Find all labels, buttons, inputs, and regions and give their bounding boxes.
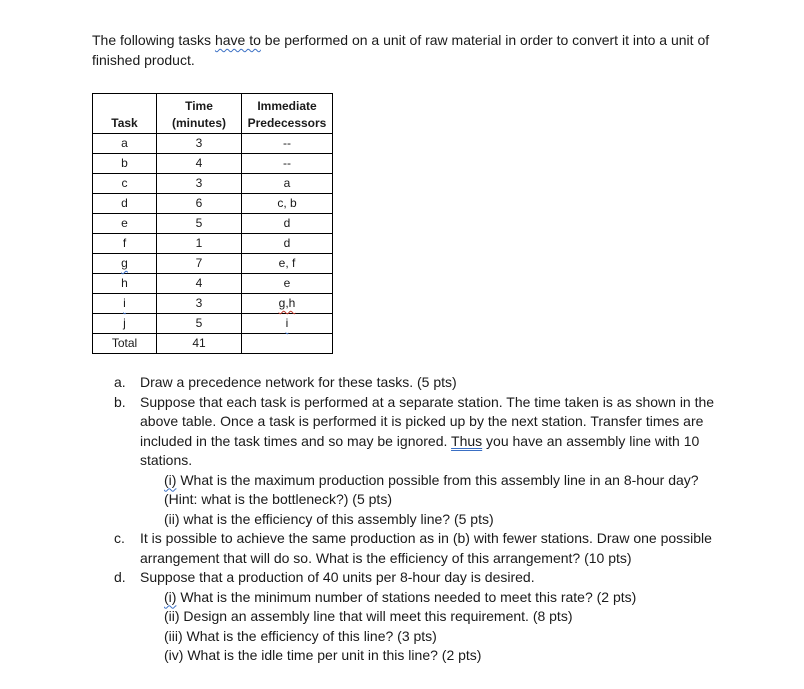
table-total-row bbox=[93, 334, 333, 354]
cell-predecessors: g,h bbox=[242, 294, 333, 314]
total-empty bbox=[242, 334, 333, 354]
table-row bbox=[93, 274, 333, 294]
intro-text-start: The following tasks bbox=[92, 32, 215, 48]
question-text: Suppose that a production of 40 units per 8-hour day is desired. bbox=[140, 569, 535, 585]
cell-time: 5 bbox=[157, 214, 242, 234]
cell-task: d bbox=[93, 194, 157, 214]
cell-time: 3 bbox=[157, 134, 242, 154]
cell-predecessors: d bbox=[242, 234, 333, 254]
cell-predecessors: c, b bbox=[242, 194, 333, 214]
cell-task: a bbox=[93, 134, 157, 154]
table-row bbox=[93, 314, 333, 334]
question-a bbox=[114, 373, 724, 393]
cell-predecessors: a bbox=[242, 174, 333, 194]
cell-predecessors: -- bbox=[242, 154, 333, 174]
subquestion: (ii) what is the efficiency of this assembly line? (5 pts) bbox=[164, 510, 494, 527]
cell-time: 3 bbox=[157, 294, 242, 314]
question-text: Suppose that each task is performed at a separate station. The time taken is as shown in the above table. Once a task is performed it is picked up by the next station. Transfer times are included in the task times and so may be ignored. Thus you have an assembly line with 10 stations. bbox=[140, 393, 715, 468]
subquestion: (ii) Design an assembly line that will meet this requirement. (8 pts) bbox=[164, 608, 573, 624]
intro-grammar-flag: have to bbox=[214, 32, 261, 48]
cell-predecessors: d bbox=[242, 214, 333, 234]
cell-time: 4 bbox=[157, 154, 242, 174]
cell-time: 4 bbox=[157, 274, 242, 294]
cell-task: j bbox=[93, 314, 157, 334]
cell-task: i bbox=[93, 294, 157, 314]
question-text: Draw a precedence network for these tasks. (5 pts) bbox=[140, 374, 457, 390]
intro-text-end: be performed on a unit of raw material in order to convert it into a unit of finished product. bbox=[92, 32, 710, 68]
subquestion: (i) What is the minimum number of stations needed to meet this rate? (2 pts) bbox=[164, 588, 637, 605]
cell-task: g bbox=[93, 254, 157, 274]
table-header-row bbox=[93, 94, 333, 134]
header-time: Time (minutes) bbox=[157, 94, 242, 134]
question-label: b. bbox=[114, 393, 126, 410]
total-time: 41 bbox=[157, 334, 242, 354]
table-row bbox=[93, 214, 333, 234]
question-label: c. bbox=[114, 530, 125, 546]
cell-time: 6 bbox=[157, 194, 242, 214]
subquestion: (iii) What is the efficiency of this line? (3 pts) bbox=[164, 627, 437, 644]
cell-time: 1 bbox=[157, 234, 242, 254]
cell-predecessors: e bbox=[242, 274, 333, 294]
question-list bbox=[114, 373, 724, 666]
subquestion: (i) What is the maximum production possible from this assembly line in an 8-hour day? (Hint: what is the bottleneck?) (5 pts) bbox=[164, 471, 699, 507]
task-table bbox=[92, 93, 333, 354]
table-row bbox=[93, 134, 333, 154]
cell-predecessors: -- bbox=[242, 134, 333, 154]
subquestion: (iv) What is the idle time per unit in this line? (2 pts) bbox=[164, 647, 482, 663]
intro-paragraph bbox=[92, 31, 732, 70]
table-row bbox=[93, 234, 333, 254]
cell-task: h bbox=[93, 274, 157, 294]
cell-task: b bbox=[93, 154, 157, 174]
cell-predecessors: i bbox=[242, 314, 333, 334]
question-d bbox=[114, 568, 724, 666]
question-b bbox=[114, 393, 724, 530]
cell-time: 7 bbox=[157, 254, 242, 274]
cell-time: 3 bbox=[157, 174, 242, 194]
table-row bbox=[93, 294, 333, 314]
cell-time: 5 bbox=[157, 314, 242, 334]
cell-task: c bbox=[93, 174, 157, 194]
cell-task: f bbox=[93, 234, 157, 254]
table-row bbox=[93, 154, 333, 174]
question-c bbox=[114, 529, 724, 568]
cell-predecessors: e, f bbox=[242, 254, 333, 274]
cell-task: e bbox=[93, 214, 157, 234]
table-row bbox=[93, 174, 333, 194]
question-text: It is possible to achieve the same production as in (b) with fewer stations. Draw one possible arrangement that will do so. What is the efficiency of this arrangement? (10 pts) bbox=[140, 530, 712, 566]
table-row bbox=[93, 254, 333, 274]
question-label: a. bbox=[114, 374, 126, 390]
table-row bbox=[93, 194, 333, 214]
question-label: d. bbox=[114, 569, 126, 585]
total-label: Total bbox=[93, 334, 157, 354]
header-task: Task bbox=[93, 94, 157, 134]
header-predecessors: Immediate Predecessors bbox=[242, 94, 333, 134]
